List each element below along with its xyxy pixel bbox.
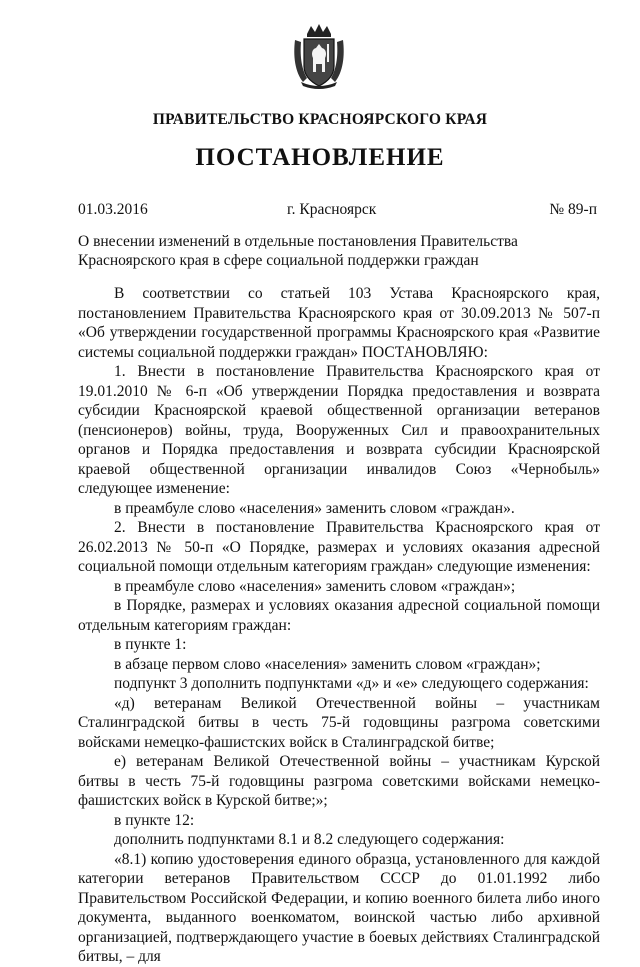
body-paragraph: в пункте 12: (114, 811, 195, 829)
body-paragraph: «д) ветеранам Великой Отечественной войны – участникам Сталинградской битвы в честь 75-й годовщины разгрома советскими войсками немецко-фашистских войск в Сталинградской битве; (78, 694, 600, 751)
body-paragraph: 2. Внести в постановление Правительства Красноярского края от 26.02.2013 № 50-п «О Порядке, размерах и условиях оказания адресной социальной помощи отдельным категориям граждан» следующие изменения: (78, 519, 600, 575)
document-date: 01.03.2016 (78, 201, 148, 218)
coat-of-arms-emblem (291, 22, 347, 90)
body-paragraph: подпункт 3 дополнить подпунктами «д» и «е» следующего содержания: (114, 675, 589, 692)
document-number: № 89-п (549, 201, 597, 218)
document-body (78, 284, 600, 967)
body-paragraph: «8.1) копию удостоверения единого образца, установленного для каждой категории ветеранов Правительством СССР до 01.01.1992 либо Правительством Российской Федерации, и копию военного билета либо иного документа, выданного военкоматом, воинской частью либо архивной организацией, подтверждающего участие в боевых действиях Сталинградской битвы, – для (78, 850, 600, 965)
document-type-title: ПОСТАНОВЛЕНИЕ (195, 144, 445, 171)
body-paragraph: в пункте 1: (114, 636, 187, 653)
body-paragraph: в преамбуле слово «населения» заменить словом «граждан». (114, 499, 515, 517)
document-subject: О внесении изменений в отдельные постановления Правительства Красноярского края в сфере социальной поддержки граждан (78, 233, 518, 269)
body-paragraph: в преамбуле слово «населения» заменить словом «граждан»; (114, 577, 516, 595)
body-paragraph: 1. Внести в постановление Правительства Красноярского края от 19.01.2010 № 6-п «Об утверждении Порядка предоставления и возврата субсидии Красноярской краевой общественной организации ветеранов (пенсионеров) войны, труда, Вооруженных Сил и правоохранительных органов и Порядка предоставления и возврата субсидии Красноярской краевой общественной организации инвалидов Союз «Чернобыль» следующее изменение: (78, 363, 600, 497)
body-paragraph: В соответствии со статьей 103 Устава Красноярского края, постановлением Правительства Красноярского края от 30.09.2013 № 507-п «Об утверждении государственной программы Красноярского края «Развитие системы социальной поддержки граждан» ПОСТАНОВЛЯЮ: (78, 285, 600, 361)
body-paragraph: дополнить подпунктами 8.1 и 8.2 следующего содержания: (114, 831, 505, 848)
body-paragraph: в Порядке, размерах и условиях оказания адресной социальной помощи отдельным категориям граждан: (78, 597, 600, 634)
document-city: г. Красноярск (287, 201, 377, 218)
body-paragraph: в абзаце первом слово «населения» заменить словом «граждан»; (114, 655, 541, 673)
organization-name: ПРАВИТЕЛЬСТВО КРАСНОЯРСКОГО КРАЯ (152, 111, 488, 128)
body-paragraph: е) ветеранам Великой Отечественной войны – участникам Курской битвы в честь 75-й годовщины разгрома советскими войсками немецко-фашистских войск в Курской битве;»; (78, 753, 600, 809)
